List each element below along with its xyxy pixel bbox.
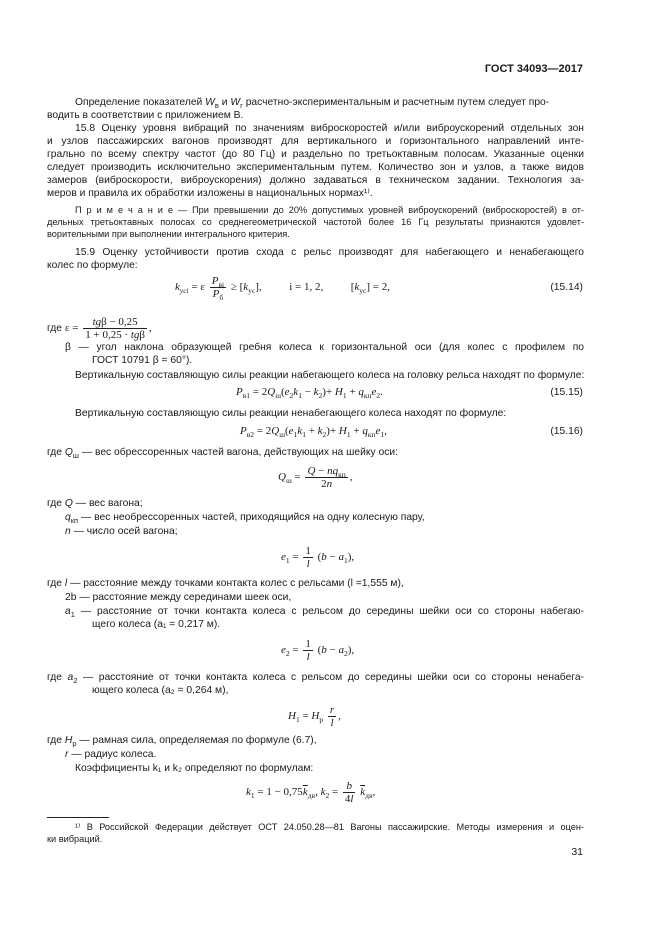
- formula-e2: $e_2$ = $\frac{1}{l}$ $(b - a_2)$,: [281, 638, 355, 663]
- note-block: П р и м е ч а н и е — При превышении до 20% допустимых уровней виброускорений (виброскоростей) в от- дельных третьоктавных полосах со среднегеометрической частотой более 16 Гц результаты признаются удовлет- ворительными при выполнении интегрального критерия.: [47, 205, 584, 239]
- footnote: ¹⁾ В Российской Федерации действует ОСТ 24.050.28—81 Вагоны пассажирские. Методы измерения и оцен- ки вибраций.: [47, 822, 584, 844]
- a2-definition: где $a_2$ — расстояние от точки контакта колеса с рельсом до середины шейки оси со стороны ненабега- ющего колеса (a₂ = 0,264 м),: [47, 672, 584, 696]
- vertical-nonrun-text: Вертикальную составляющую силы реакции ненабегающего колеса находят по формуле:: [75, 408, 507, 419]
- equation-number-15-16: (15.16): [550, 426, 583, 437]
- standard-designation: ГОСТ 34093—2017: [484, 63, 583, 75]
- page-number: 31: [571, 846, 583, 858]
- a1-definition: $a_1$ — расстояние от точки контакта колеса с рельсом до середины шейки оси со стороны набегаю- щего колеса (a₁ = 0,217 м).: [65, 606, 584, 630]
- epsilon-definition: где ε = $\frac{\text{tgβ − 0,25}}{\text{1 + 0,25 · tgβ}}$ ,: [47, 316, 152, 341]
- q-definition: где Q — вес вагона;: [47, 498, 143, 509]
- q-sh-definition: где $Q_ш$ — вес обрессоренных частей вагона, действующих на шейку оси:: [47, 447, 398, 461]
- formula-15-14: $k_{усi} = \varepsilon$ $\frac{P_{вi}}{P_б}$ ≥ $[k_{ус}]$, i = 1, 2, $[k_{ус}] = 2$,: [175, 275, 390, 303]
- formula-15-16: $P_{в2} = 2Q_ш(e_1k_1 + k_2)+ H_1 + q_{кп}e_1$,: [240, 425, 387, 440]
- q-kp-definition: $q_{кп}$ — вес необрессоренных частей, приходящийся на одну колесную пару,: [65, 512, 425, 526]
- beta-definition: β — угол наклона образующей гребня колеса к горизонтальной оси (для колес с профилем по ГОСТ 10791 β = 60°).: [65, 342, 584, 366]
- equation-number-15-15: (15.15): [550, 387, 583, 398]
- formula-15-15: $P_{в1} = 2Q_ш(e_2k_1 - k_2)+ H_1 + q_{кп}e_2$.: [236, 386, 383, 401]
- equation-number-15-14: (15.14): [550, 282, 583, 293]
- formula-k1-k2: $k_1 = 1 - 0,75\overline{k}_{дв}$, $k_2$ = $\frac{b}{4l}$ $\overline{k}_{дв}$,: [246, 780, 376, 805]
- paragraph-15-9: 15.9 Оценку устойчивости против схода с рельс производят для набегающего и ненабегающего колес по формуле:: [47, 247, 584, 271]
- paragraph-15-8: 15.8 Оценку уровня вибраций по значениям виброскоростей и/или виброускорений отдельных зон и узлов пассажирских вагонов производят для вертикального и горизонтального направлений инте- грально по всему спектру частот (до 80 Гц) и раздельно по третьоктавным полосам. Указанные оценки следует производить исключительно экспериментальным путем. Количество зон и узлов, а также видов замеров (виброскорости, виброускорения) должно задаваться в техническом задании. Технология за- меров и правила их обработки изложены в национальных нормах¹⁾.: [47, 123, 584, 199]
- r-definition: r — радиус колеса.: [65, 749, 157, 760]
- formula-q-sh: $Q_ш$ = $\frac{Q - nq_{кп}}{2n}$ ,: [278, 465, 353, 490]
- formula-e1: $e_1$ = $\frac{1}{l}$ $(b - a_1)$,: [281, 545, 355, 570]
- n-definition: n — число осей вагона;: [65, 526, 178, 537]
- formula-h1: $H_1 = H_р$ $\frac{r}{l}$ ,: [288, 704, 341, 729]
- paragraph-definition: Определение показателей $W_в$ и $W_г$ расчетно-экспериментальным и расчетным путем следует про- водить в соответствии с приложением В.: [47, 97, 550, 121]
- hp-definition: где $H_р$ — рамная сила, определяемая по формуле (6.7),: [47, 735, 317, 749]
- vertical-run-text: Вертикальную составляющую силы реакции набегающего колеса на головку рельса находят по формуле:: [75, 370, 585, 381]
- l-definition: где l — расстояние между точками контакта колес с рельсами (l =1,555 м),: [47, 578, 404, 589]
- footnote-rule: [47, 817, 109, 818]
- k-coefficients-text: Коэффициенты k₁ и k₂ определяют по формулам:: [75, 763, 314, 774]
- 2b-definition: 2b — расстояние между серединами шеек оси,: [65, 592, 292, 603]
